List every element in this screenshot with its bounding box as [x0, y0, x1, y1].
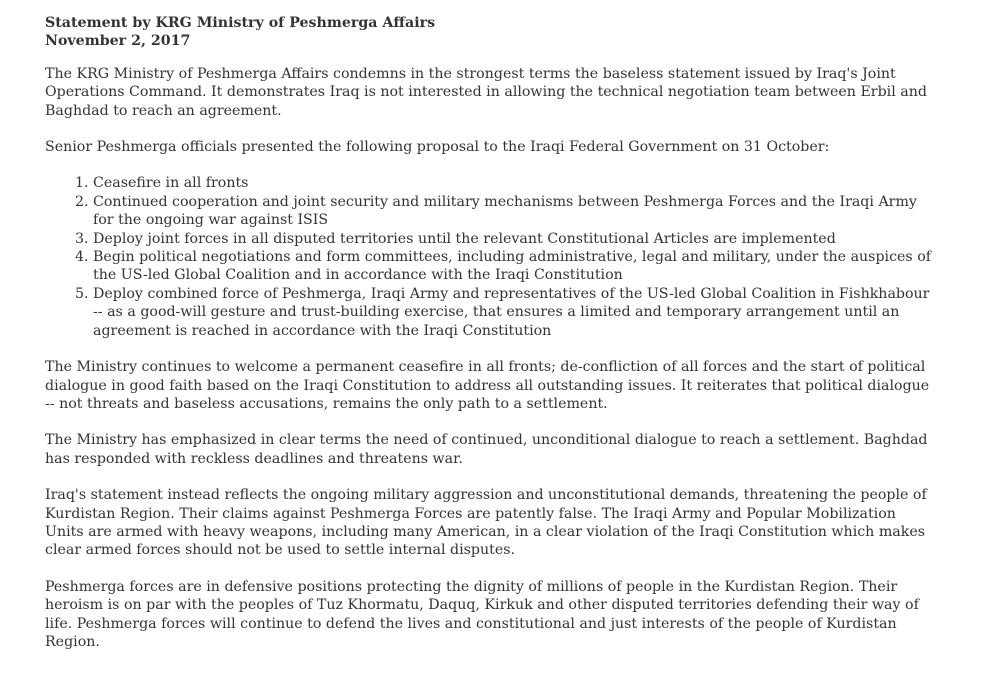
proposal-item: 2. Continued cooperation and joint security and military mechanisms between Peshmerga Forces and the Iraqi Army for the ongoing war against ISIS [93, 193, 935, 230]
proposal-item: 4. Begin political negotiations and form committees, including administrative, legal and military, under the auspices of the US-led Global Coalition and in accordance with the Iraqi Constitution [93, 248, 935, 285]
proposal-intro-paragraph: Senior Peshmerga officials presented the following proposal to the Iraqi Federal Government on 31 October: [45, 139, 830, 156]
ceasefire-paragraph: The Ministry continues to welcome a permanent ceasefire in all fronts; de-confliction of all forces and the start of political dialogue in good faith based on the Iraqi Constitution to address all outstanding issues. It reiterates that political dialogue -- not threats and baseless accusations, remains the only path to a settlement. [45, 359, 930, 412]
proposal-item: 5. Deploy combined force of Peshmerga, Iraqi Army and representatives of the US-led Global Coalition in Fishkhabour -- as a good-will gesture and trust-building exercise, that ensures a limited and temporary arrangement until an agreement is reached in accordance with the Iraqi Constitution [93, 285, 935, 340]
proposal-list [45, 174, 935, 340]
statement-title: Statement by KRG Ministry of Peshmerga Affairs [45, 15, 436, 31]
defensive-positions-paragraph: Peshmerga forces are in defensive positions protecting the dignity of millions of people in the Kurdistan Region. Their heroism is on par with the peoples of Tuz Khormatu, Daquq, Kirkuk and other disputed territories defending their way of life. Peshmerga forces will continue to defend the lives and constitutional and just interests of the people of Kurdistan Region. [45, 578, 919, 650]
proposal-item: 1. Ceasefire in all fronts [93, 174, 935, 192]
intro-paragraph: The KRG Ministry of Peshmerga Affairs condemns in the strongest terms the baseless statement issued by Iraq's Joint Operations Command. It demonstrates Iraq is not interested in allowing the technical negotiation team between Erbil and Baghdad to reach an agreement. [45, 65, 927, 119]
statement-date: November 2, 2017 [45, 33, 191, 50]
dialogue-paragraph: The Ministry has emphasized in clear terms the need of continued, unconditional dialogue to reach a settlement. Baghdad has responded with reckless deadlines and threatens war. [45, 432, 928, 467]
statement-document [45, 14, 935, 669]
proposal-item: 3. Deploy joint forces in all disputed territories until the relevant Constitutional Articles are implemented [93, 230, 935, 248]
iraq-statement-paragraph: Iraq's statement instead reflects the ongoing military aggression and unconstitutional demands, threatening the people of Kurdistan Region. Their claims against Peshmerga Forces are patently false. The Iraqi Army and Popular Mobilization Units are armed with heavy weapons, including many American, in a clear violation of the Iraqi Constitution which makes clear armed forces should not be used to settle internal disputes. [45, 487, 927, 559]
